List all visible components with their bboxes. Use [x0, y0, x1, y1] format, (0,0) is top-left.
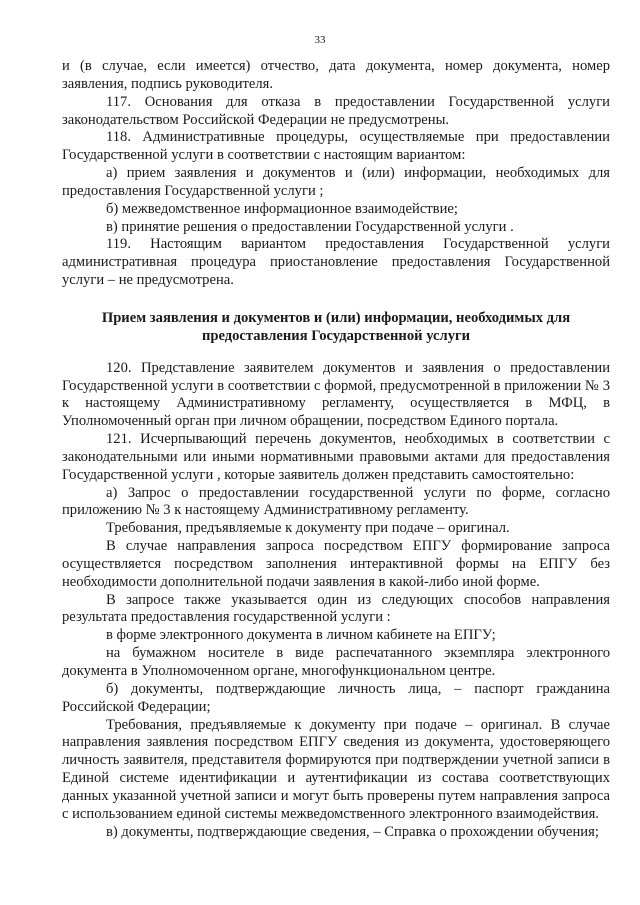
paragraph-118: 118. Административные процедуры, осуществляемые при предоставлении Государственной услуги в соответствии с настоящим вариантом:: [62, 129, 610, 164]
result-method-electronic: в форме электронного документа в личном кабинете на ЕПГУ;: [106, 627, 496, 644]
doc-item-b: б) документы, подтверждающие личность лица, – паспорт гражданина Российской Федерации;: [62, 680, 610, 715]
epgu-submission-note: В случае направления запроса посредством ЕПГУ формирование запроса осуществляется посредством заполнения интерактивной формы на ЕПГУ без необходимости дополнительной подачи заявления в какой-либо иной форме.: [62, 538, 610, 590]
result-method-intro: В запросе также указывается один из следующих способов направления результата предоставления государственной услуги :: [62, 591, 610, 626]
paragraph-117: 117. Основания для отказа в предоставлении Государственной услуги законодательством Российской Федерации не предусмотрены.: [62, 93, 610, 128]
list-item-a: а) прием заявления и документов и (или) информации, необходимых для предоставления Государственной услуги ;: [62, 165, 610, 199]
identity-requirements: Требования, предъявляемые к документу при подаче – оригинал. В случае направления заявления посредством ЕПГУ сведения из документа, удостоверяющего личность заявителя, представителя формируются при подтверждении учетной записи в Единой системе идентификации и аутентификации из состава соответствующих данных указанной учетной записи и могут быть проверены путем направления запроса с использованием единой системы межведомственного электронного взаимодействия.: [62, 716, 610, 822]
doc-item-a: а) Запрос о предоставлении государственной услуги по форме, согласно приложению № 3 к настоящему Административному регламенту.: [62, 484, 610, 519]
paragraph-121: 121. Исчерпывающий перечень документов, необходимых в соответствии с законодательными или иными нормативными правовыми актами для предоставления Государственной услуги , которые заявитель должен представить самостоятельно:: [62, 431, 610, 483]
paragraph-continuation: и (в случае, если имеется) отчество, дата документа, номер документа, номер заявления, подпись руководителя.: [62, 58, 610, 92]
page-content: [62, 58, 610, 841]
paragraph-120: 120. Представление заявителем документов и заявления о предоставлении Государственной услуги в соответствии с формой, предусмотренной в приложении № 3 к настоящему Административному регламенту, осуществляется в МФЦ, в Уполномоченный орган при личном обращении, посредством Единого портала.: [62, 359, 610, 430]
page-number: 33: [314, 34, 326, 46]
list-item-b: б) межведомственное информационное взаимодействие;: [106, 200, 458, 217]
list-item-c: в) принятие решения о предоставлении Государственной услуги .: [106, 218, 514, 235]
paragraph-119: 119. Настоящим вариантом предоставления Государственной услуги административная процедура приостановление предоставления Государственной услуги – не предусмотрена.: [62, 236, 610, 289]
section-heading: Прием заявления и документов и (или) информации, необходимых для предоставления Государственной услуги: [101, 309, 571, 344]
requirement-original: Требования, предъявляемые к документу при подаче – оригинал.: [106, 520, 510, 537]
doc-item-c: в) документы, подтверждающие сведения, – Справка о прохождении обучения;: [106, 823, 599, 840]
result-method-paper: на бумажном носителе в виде распечатанного экземпляра электронного документа в Уполномоченном органе, многофункциональном центре.: [62, 645, 610, 679]
